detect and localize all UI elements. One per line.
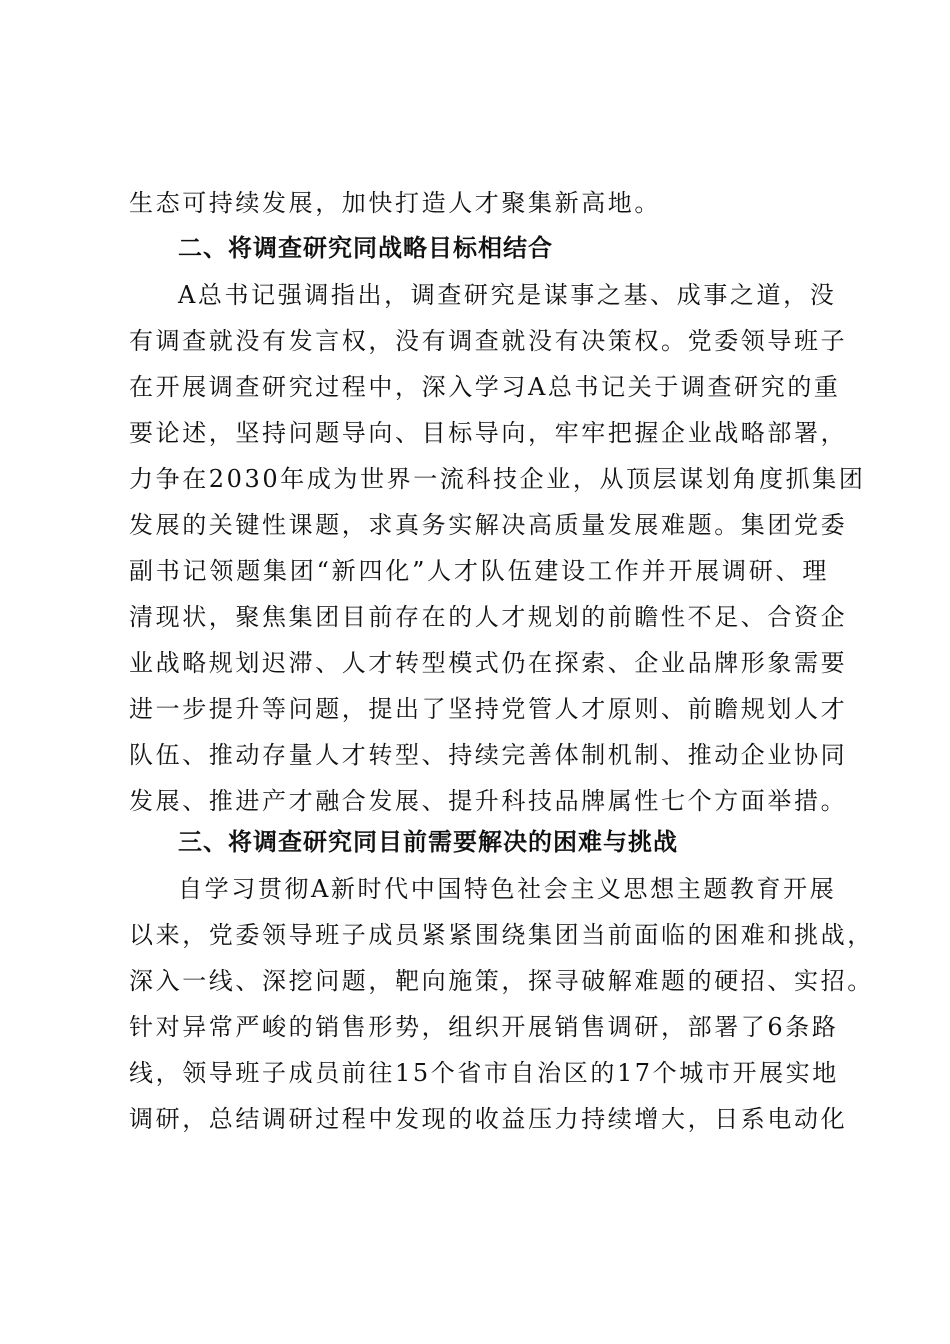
paragraph-3: [129, 866, 874, 1142]
paragraph-2: [129, 272, 866, 824]
text-line: 业战略规划迟滞、人才转型模式仍在探索、企业品牌形象需要: [129, 649, 848, 677]
text-line: 调研，总结调研过程中发现的收益压力持续增大，日系电动化: [129, 1105, 848, 1133]
paragraph-1: [129, 180, 829, 226]
text-line: 自学习贯彻A新时代中国特色社会主义思想主题教育开展: [178, 875, 837, 903]
text-line: 力争在2030年成为世界一流科技企业，从顶层谋划角度抓集团: [129, 465, 866, 493]
text-line: 有调查就没有发言权，没有调查就没有决策权。党委领导班子: [129, 327, 848, 355]
text-line: 深入一线、深挖问题，靶向施策，探寻破解难题的硬招、实招。: [129, 967, 874, 995]
text-line: 线，领导班子成员前往15个省市自治区的17个城市开展实地: [129, 1059, 839, 1087]
text-line: 进一步提升等问题，提出了坚持党管人才原则、前瞻规划人才: [129, 695, 848, 723]
text-line: 发展、推进产才融合发展、提升科技品牌属性七个方面举措。: [129, 787, 848, 815]
text-line: 针对异常严峻的销售形势，组织开展销售调研，部署了6条路: [129, 1013, 839, 1041]
text-line: A总书记强调指出，调查研究是谋事之基、成事之道，没: [178, 281, 837, 309]
text-line: 清现状，聚焦集团目前存在的人才规划的前瞻性不足、合资企: [129, 603, 848, 631]
text-line: 要论述，坚持问题导向、目标导向，牢牢把握企业战略部署，: [129, 419, 848, 447]
section-heading-3: 三、将调查研究同目前需要解决的困难与挑战: [178, 828, 678, 856]
text-line: 副书记领题集团“新四化”人才队伍建设工作并开展调研、理: [129, 557, 829, 585]
text-line: 以来，党委领导班子成员紧紧围绕集团当前面临的困难和挑战，: [129, 921, 874, 949]
section-heading-2: 二、将调查研究同战略目标相结合: [178, 234, 553, 262]
text-line: 生态可持续发展，加快打造人才聚集新高地。: [129, 189, 661, 217]
text-line: 在开展调查研究过程中，深入学习A总书记关于调查研究的重: [129, 373, 841, 401]
text-line: 发展的关键性课题，求真务实解决高质量发展难题。集团党委: [129, 511, 848, 539]
text-line: 队伍、推动存量人才转型、持续完善体制机制、推动企业协同: [129, 741, 848, 769]
